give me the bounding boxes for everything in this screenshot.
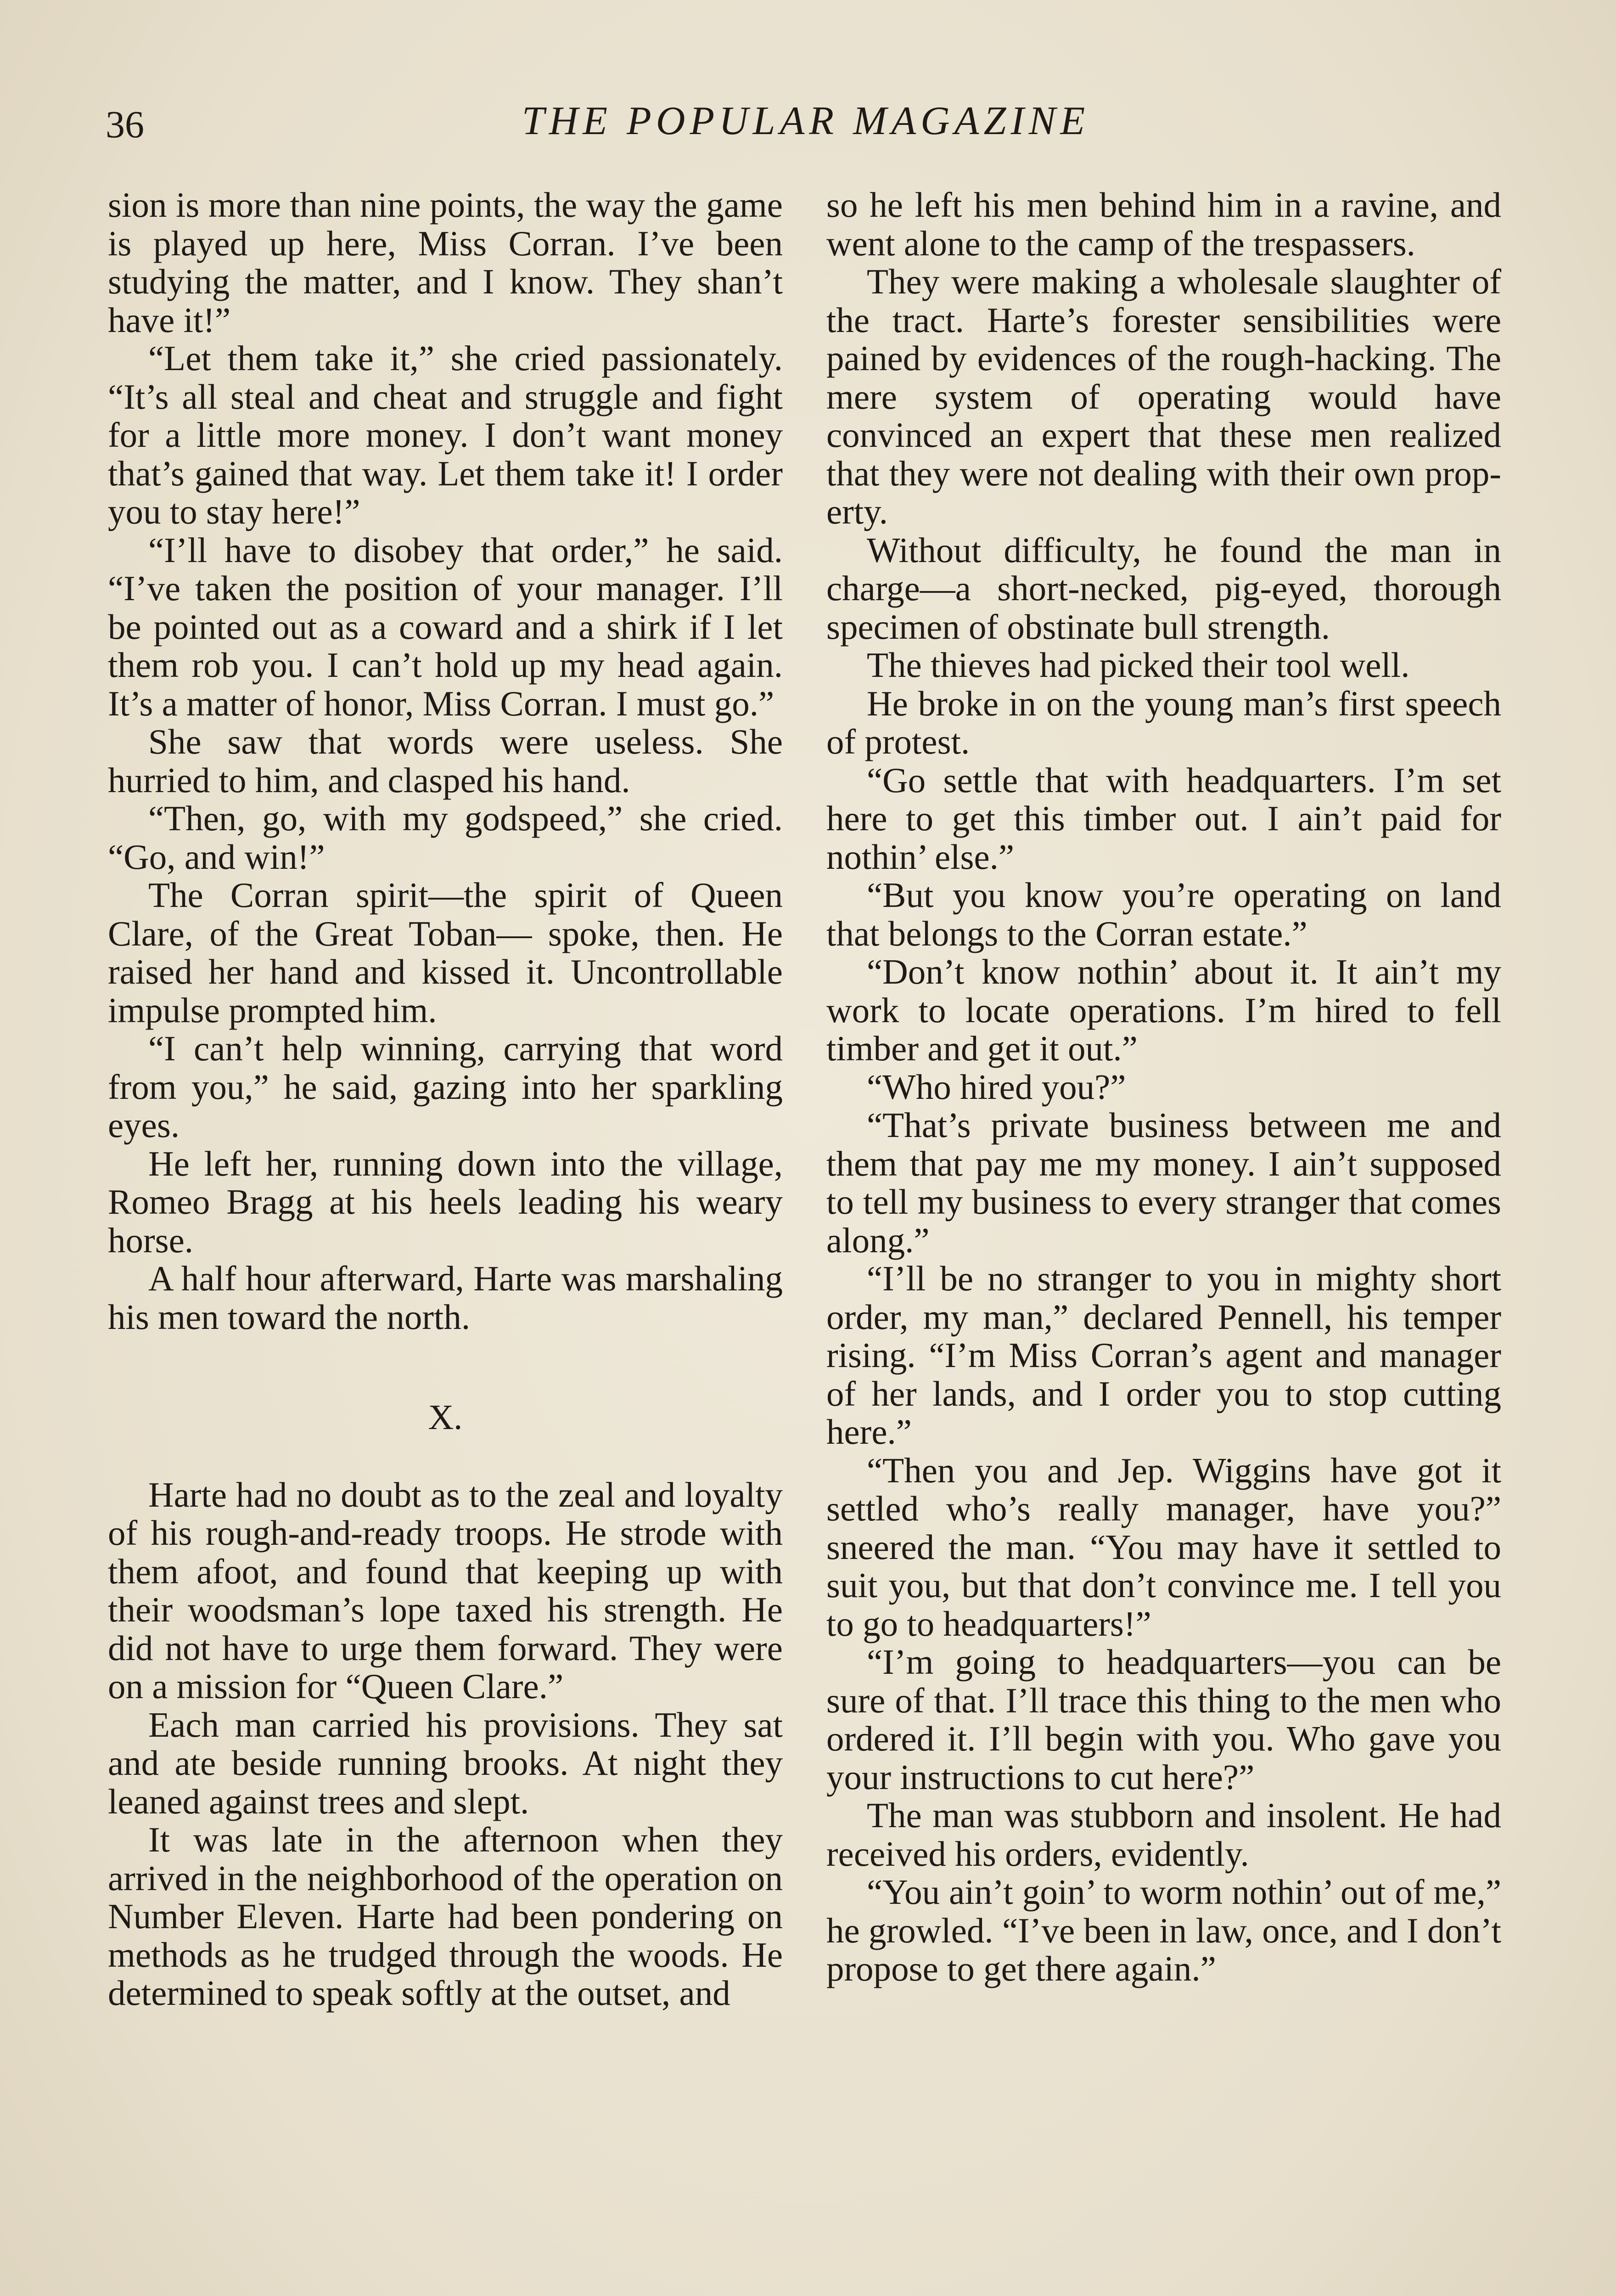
page-header xyxy=(106,101,1506,165)
paragraph: “Then you and Jep. Wiggins have got it settled who’s really manager, have you?” sneered the man. “You may have it settled to suit you, but that don’t convince me. I tell you to go to headquarters!” xyxy=(826,1450,1501,1643)
paragraph: Each man carried his provisions. They sat and ate beside running brooks. At night they leaned against trees and slept. xyxy=(108,1705,783,1821)
paragraph: The Corran spirit—the spirit of Queen Clare, of the Great Toban— spoke, then. He raised her hand and kissed it. Uncontrollable impulse prompted him. xyxy=(108,875,783,1030)
paragraph: She saw that words were useless. She hurried to him, and clasped his hand. xyxy=(108,722,783,800)
chapter-heading: X. xyxy=(428,1397,463,1437)
paragraph: “Then, go, with my godspeed,” she cried. “Go, and win!” xyxy=(108,799,783,877)
paragraph: “You ain’t goin’ to worm nothin’ out of me,” he growled. “I’ve been in law, once, and I don’t propose to get there again.” xyxy=(826,1872,1501,1988)
paragraph: They were making a wholesale slaughter of the tract. Harte’s forester sensibilities were pained by evidences of the rough-hacking. The mere system of operating would have convinced an expert that these men realized that they were not dealing with their own property. xyxy=(826,262,1501,531)
paragraph: so he left his men behind him in a ravine, and went alone to the camp of the trespassers. xyxy=(826,185,1501,263)
paragraph: The man was stubborn and insolent. He had received his orders, evidently. xyxy=(826,1795,1501,1874)
paragraph: Without difficulty, he found the man in charge—a short-necked, pig-eyed, thorough specimen of obstinate bull strength. xyxy=(826,530,1501,647)
paragraph: Harte had no doubt as to the zeal and loyalty of his rough-and-ready troops. He strode with them afoot, and found that keeping up with their woodsman’s lope taxed his strength. He did not have to urge them forward. They were on a mission for “Queen Clare.” xyxy=(108,1474,783,1706)
paragraph: “I’m going to headquarters—you can be sure of that. I’ll trace this thing to the men who ordered it. I’ll begin with you. Who gave you your instructions to cut here?” xyxy=(826,1642,1501,1797)
paragraph: “That’s private business between me and them that pay me my money. I ain’t supposed to tell my business to every stranger that comes along.” xyxy=(826,1105,1501,1260)
paragraph: “I can’t help winning, carrying that word from you,” he said, gazing into her sparkling eyes. xyxy=(108,1029,783,1145)
paragraph: The thieves had picked their tool well. xyxy=(867,645,1410,685)
paragraph: sion is more than nine points, the way the game is played up here, Miss Corran. I’ve been studying the matter, and I know. They shan’t have it!” xyxy=(108,185,783,340)
paragraph: “Don’t know nothin’ about it. It ain’t my work to locate operations. I’m hired to fell timber and get it out.” xyxy=(826,952,1501,1068)
paragraph: It was late in the afternoon when they arrived in the neighborhood of the operation on Number Eleven. Harte had been pondering on methods as he trudged through the woods. He determined to speak softly at the outset, and xyxy=(108,1820,783,2013)
page-number: 36 xyxy=(106,103,144,146)
paragraph: “Go settle that with headquarters. I’m set here to get this timber out. I ain’t paid for nothin’ else.” xyxy=(826,760,1501,877)
paragraph: “But you know you’re operating on land that belongs to the Corran estate.” xyxy=(826,875,1501,953)
paragraph: “I’ll have to disobey that order,” he said. “I’ve taken the position of your manager. I’ll be pointed out as a coward and a shirk if I let them rob you. I can’t hold up my head again. It’s a matter of honor, Miss Corran. I must go.” xyxy=(108,530,783,723)
paragraph: He left her, running down into the village, Romeo Bragg at his heels leading his weary horse. xyxy=(108,1143,783,1260)
paragraph: “Who hired you?” xyxy=(867,1067,1126,1107)
paragraph: “I’ll be no stranger to you in mighty short order, my man,” declared Pennell, his temper rising. “I’m Miss Corran’s agent and manager of her lands, and I order you to stop cutting here.” xyxy=(826,1259,1501,1452)
paragraph: He broke in on the young man’s first speech of protest. xyxy=(826,683,1501,761)
left-text-column xyxy=(108,186,783,2013)
paragraph: “Let them take it,” she cried passionately. “It’s all steal and cheat and struggle and fight for a little more money. I don’t want money that’s gained that way. Let them take it! I order you to stay here!” xyxy=(108,338,783,531)
right-text-column xyxy=(826,186,1501,1988)
magazine-title: THE POPULAR MAGAZINE xyxy=(522,99,1090,143)
paragraph: A half hour afterward, Harte was marshaling his men toward the north. xyxy=(108,1259,783,1337)
